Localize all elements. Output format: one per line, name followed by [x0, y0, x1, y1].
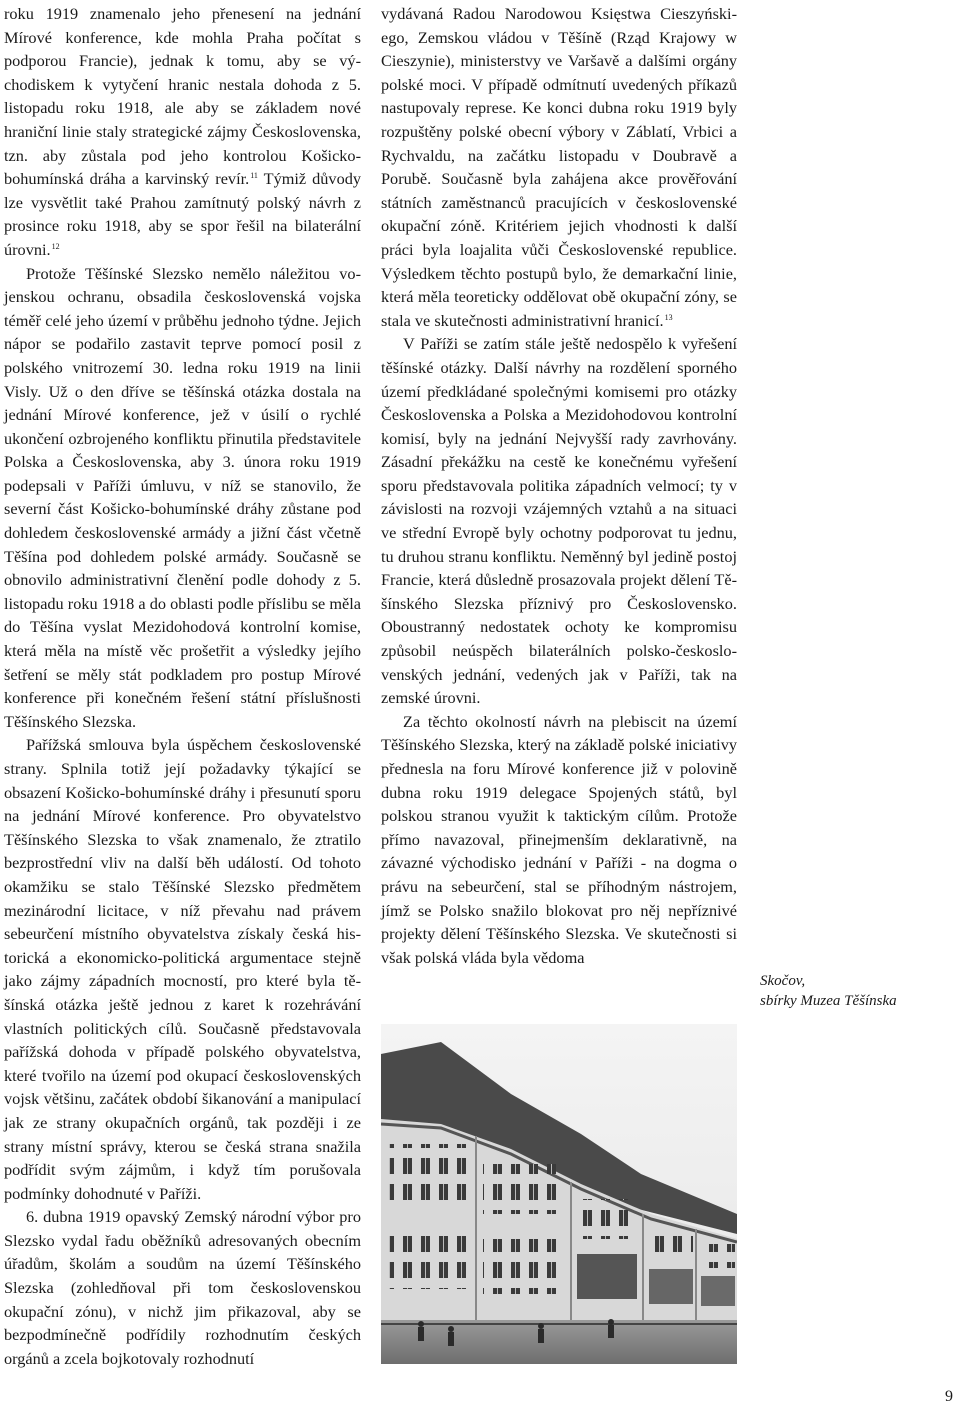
footnote-ref: 12	[51, 241, 60, 251]
right-text-column	[381, 2, 737, 969]
paragraph: Za těchto okolností návrh na plebiscit na území Těšínského Slezska, který na základě polské iniciativy přednesla na foru Mírové konference již v polovině dubna roku 1919 delegace Spojených států, byl polskou stranou využit k taktickým cílům. Protože přímo navazoval, přinejmenším deklarativně, na závazné východisko jednání v Paříži - na dogma o právu na sebeurčení, stal se příhodným nástrojem, jímž se Polsko snažilo blokovat pro něj nepříznivé projekty dělení Těšínského Slezska. Ve skutečnosti si však polská vláda byla vědoma	[381, 711, 737, 967]
footnote-ref: 13	[664, 312, 673, 322]
paragraph: 6. dubna 1919 opavský Zemský národní výbor pro Slezsko vydal řadu oběžníků adresovaných obecním úřadům, školám a soudům na území Těšínského Slezska (zohledňoval při tom československou okupační zónu), v nichž jim přikazoval, aby se bezpodmínečně podřídily rozhodnutím českých orgánů a zcela bojkotovaly rozhodnutí	[4, 1207, 361, 1368]
caption-place: Skočov,	[760, 973, 806, 989]
left-text-column	[4, 2, 361, 1370]
paragraph: roku 1919 znamenalo jeho přenesení na jednání Mírové konference, kde mohla Praha počítat s podporou Francie), jednak k tomu, aby se východiskem k vytyčení hranic nestala dohoda z 5. listopadu roku 1918, ale aby se základem nové hraniční linie staly strategické zájmy Československa, tzn. aby zůstala pod jeho kontrolou Košicko-bohumínská dráha a karvinský revír.$^{11}$ Týmiž důvody lze vysvětlit také Prahou zamítnutý polský návrh z prosince roku 1918, aby se spor řešil na bilaterální úrovni.$^{12}$	[4, 4, 361, 259]
paragraph: Protože Těšínské Slezsko nemělo náležitou vojenskou ochranu, obsadila československá vojska téměř celé jeho území v průběhu jednoho týdne. Jejich nápor se podařilo zastavit teprve pomocí posil z polského vnitrozemí 30. ledna roku 1919 na linii Visly. Už o den dříve se těšínská otázka dostala na jednání Mírové konference, jež v úsilí o rychlé ukončení ozbrojeného konfliktu přinutila představitele Polska a Československa, aby 3. února roku 1919 podepsali v Paříži úmluvu, v níž se stanovilo, že severní část Košicko-bohumínské dráhy zůstane pod dohledem československé armády a jižní část včetně Těšína pod dohledem polské armády. Současně se obnovilo administrativní členění podle dohody z 5. listopadu roku 1918 a do oblasti podle příslibu se měla do Těšína vyslat Mezidohodová kontrolní komise, která měla na místě věc prošetřit a výsledky jejího šetření se měly stát podkladem pro postup Mírové konference při konečném řešení státní příslušnosti Těšínského Slezska.	[4, 263, 361, 731]
paragraph: Pařížská smlouva byla úspěchem československé strany. Splnila totiž její požadavky týkající se obsazení Košicko-bohumínské dráhy i přesunutí sporu na jednání Mírové konference. Pro obyvatelstvo Těšínského Slezska to však znamenalo, že ztratilo bezprostřední vliv na další běh událostí. Od tohoto okamžiku se stalo Těšínské Slezsko předmětem mezinárodní licitace, v níž převahu nad právem sebeurčení místního obyvatelstva získaly česká historická a ekonomicko-politická argumentace stejně jako zájmy západních mocností, pro které byla těšínská otázka ještě jednou z karet k rozehrávání vlastních politických cílů. Současně představovala pařížská dohoda v případě polského obyvatelstva, které tvořilo na území pod okupací československých vojsk většinu, začátek období šikanování a manipulací jak ze strany okupačních orgánů, tak později i ze strany místní správy, kterou se česká strana snažila podřídit svým zájmům, i když tím porušovala podmínky dohodnuté v Paříži.	[4, 735, 361, 1203]
caption-source: sbírky Muzea Těšínska	[760, 993, 897, 1009]
paragraph: V Paříži se zatím stále ještě nedospělo k vyřešení těšínské otázky. Další návrhy na rozdělení sporného území předkládané společnými komisemi pro otázky Československa a Polska a Mezidohodovou kontrolní komisí, byly na jednání Nejvyšší rady zavrhovány. Zásadní překážku na cestě ke konečnému vyřešení sporu představovala politika západních velmocí; ty v závislosti na rozvoji vzájemných vztahů a na situaci ve střední Evropě byly ochotny podporovat tu jednu, tu druhou stranu konfliktu. Neměnný byl jedině postoj Francie, která důsledně prosazovala projekt dělení Těšínského Slezska příznivý pro Československo. Oboustranný nedostatek ochoty ke kompromisu způsobil neúspěch bilaterálních polsko-československých jednání, vedených jak v Paříži, tak na zemské úrovni.	[381, 334, 737, 708]
page-number: 9	[945, 1388, 953, 1405]
paragraph: vydávaná Radou Narodowou Księstwa Cieszyńskiego, Zemskou vládou v Těšíně (Rząd Krajowy w Cieszynie), ministerstvy ve Varšavě a dalšími orgány polské moci. V případě odmítnutí uvedených příkazů nastupovaly represe. Ke konci dubna roku 1919 byly rozpuštěny polské obecní výbory v Záblatí, Vrbici a Rychvaldu, na začátku listopadu v Doubravě a Porubě. Současně byla zahájena akce prověřování státních zaměstnanců pracujících v československé okupační zóně. Kritériem jejich vhodnosti k další práci byla loajalita vůči Československé republice. Výsledkem těchto postupů bylo, že demarkační linie, která měla teoreticky oddělovat obě okupační zóny, se stala ve skutečnosti administrativní hranicí.$^{13}$	[381, 4, 737, 330]
footnote-ref: 11	[250, 171, 258, 181]
historic-street-photo	[381, 1024, 737, 1364]
photo-caption	[760, 971, 950, 1011]
